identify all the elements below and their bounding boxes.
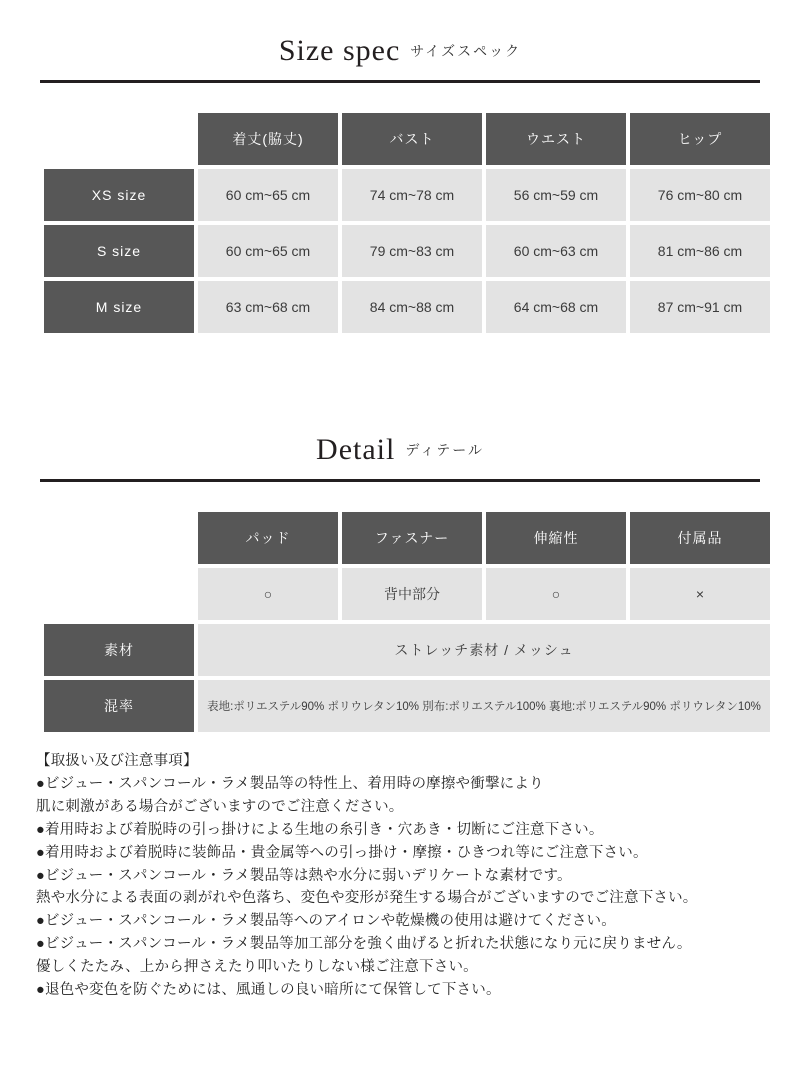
cell-m-waist: 64 cm~68 cm bbox=[486, 281, 626, 333]
notes-line: 優しくたたみ、上から押さえたり叩いたりしない様ご注意下さい。 bbox=[36, 959, 478, 976]
table-row bbox=[44, 281, 770, 333]
table-row bbox=[44, 624, 770, 676]
notes-line: ●ビジュー・スパンコール・ラメ製品等は熱や水分に弱いデリケートな素材です。 bbox=[36, 867, 572, 884]
notes-line: ●ビジュー・スパンコール・ラメ製品等の特性上、着用時の摩擦や衝撃により bbox=[36, 775, 544, 792]
cell-xs-bust: 74 cm~78 cm bbox=[342, 169, 482, 221]
cell-m-hip: 87 cm~91 cm bbox=[630, 281, 770, 333]
cell-xs-length: 60 cm~65 cm bbox=[198, 169, 338, 221]
notes-line: ●退色や変色を防ぐためには、風通しの良い暗所にて保管して下さい。 bbox=[36, 982, 501, 999]
cell-s-length: 60 cm~65 cm bbox=[198, 225, 338, 277]
notes-line: ●ビジュー・スパンコール・ラメ製品等加工部分を強く曲げると折れた状態になり元に戻りません。 bbox=[36, 936, 692, 953]
cell-xs-waist: 56 cm~59 cm bbox=[486, 169, 626, 221]
section-gap bbox=[0, 337, 800, 399]
table-row bbox=[44, 225, 770, 277]
cell-material-value: ストレッチ素材 / メッシュ bbox=[198, 624, 770, 676]
empty-cell bbox=[44, 568, 194, 620]
row-header-material: 素材 bbox=[44, 624, 194, 676]
detail-divider bbox=[40, 479, 760, 482]
row-header-xs: XS size bbox=[44, 169, 194, 221]
row-header-blend: 混率 bbox=[44, 680, 194, 732]
cell-pad-value: ○ bbox=[198, 568, 338, 620]
column-header-waist: ウエスト bbox=[486, 113, 626, 165]
column-header-bust: バスト bbox=[342, 113, 482, 165]
table-row bbox=[44, 680, 770, 732]
size-spec-table bbox=[40, 109, 774, 337]
table-row bbox=[44, 568, 770, 620]
cell-stretch-value: ○ bbox=[486, 568, 626, 620]
row-header-s: S size bbox=[44, 225, 194, 277]
table-header-row bbox=[44, 113, 770, 165]
cell-accessories-value: × bbox=[630, 568, 770, 620]
notes-line: ●ビジュー・スパンコール・ラメ製品等へのアイロンや乾燥機の使用は避けてください。 bbox=[36, 913, 616, 930]
column-header-length: 着丈(脇丈) bbox=[198, 113, 338, 165]
detail-title-en: Detail bbox=[316, 433, 396, 466]
notes-line: ●着用時および着脱時に装飾品・貴金属等への引っ掛け・摩擦・ひきつれ等にご注意下さい。 bbox=[36, 844, 648, 861]
column-header-zipper: ファスナー bbox=[342, 512, 482, 564]
size-spec-table-wrap bbox=[40, 109, 760, 337]
corner-cell bbox=[44, 512, 194, 564]
row-header-m: M size bbox=[44, 281, 194, 333]
cell-s-waist: 60 cm~63 cm bbox=[486, 225, 626, 277]
size-spec-divider bbox=[40, 80, 760, 83]
cell-xs-hip: 76 cm~80 cm bbox=[630, 169, 770, 221]
care-notes bbox=[36, 750, 760, 1002]
notes-line: ●着用時および着脱時の引っ掛けによる生地の糸引き・穴あき・切断にご注意下さい。 bbox=[36, 821, 604, 838]
bottom-spacer bbox=[0, 1002, 800, 1092]
table-header-row bbox=[44, 512, 770, 564]
size-spec-title-en: Size spec bbox=[278, 34, 401, 67]
notes-line: 熱や水分による表面の剥がれや色落ち、変色や変形が発生する場合がございますのでご注意下さい。 bbox=[36, 890, 698, 907]
column-header-hip: ヒップ bbox=[630, 113, 770, 165]
size-spec-title-jp: サイズスペック bbox=[410, 43, 522, 59]
table-row bbox=[44, 169, 770, 221]
size-spec-heading bbox=[0, 0, 800, 68]
detail-table bbox=[40, 508, 774, 736]
detail-table-wrap bbox=[40, 508, 760, 736]
cell-blend-value: 表地:ポリエステル90% ポリウレタン10% 別布:ポリエステル100% 裏地:ポリエステル90% ポリウレタン10% bbox=[198, 680, 770, 732]
notes-heading: 【取扱い及び注意事項】 bbox=[36, 753, 198, 769]
detail-title-jp: ディテール bbox=[405, 442, 484, 458]
cell-m-length: 63 cm~68 cm bbox=[198, 281, 338, 333]
notes-line: 肌に刺激がある場合がございますのでご注意ください。 bbox=[36, 798, 404, 815]
detail-heading bbox=[0, 399, 800, 467]
corner-cell bbox=[44, 113, 194, 165]
cell-m-bust: 84 cm~88 cm bbox=[342, 281, 482, 333]
cell-zipper-value: 背中部分 bbox=[342, 568, 482, 620]
cell-s-bust: 79 cm~83 cm bbox=[342, 225, 482, 277]
column-header-stretch: 伸縮性 bbox=[486, 512, 626, 564]
column-header-pad: パッド bbox=[198, 512, 338, 564]
column-header-accessories: 付属品 bbox=[630, 512, 770, 564]
cell-s-hip: 81 cm~86 cm bbox=[630, 225, 770, 277]
